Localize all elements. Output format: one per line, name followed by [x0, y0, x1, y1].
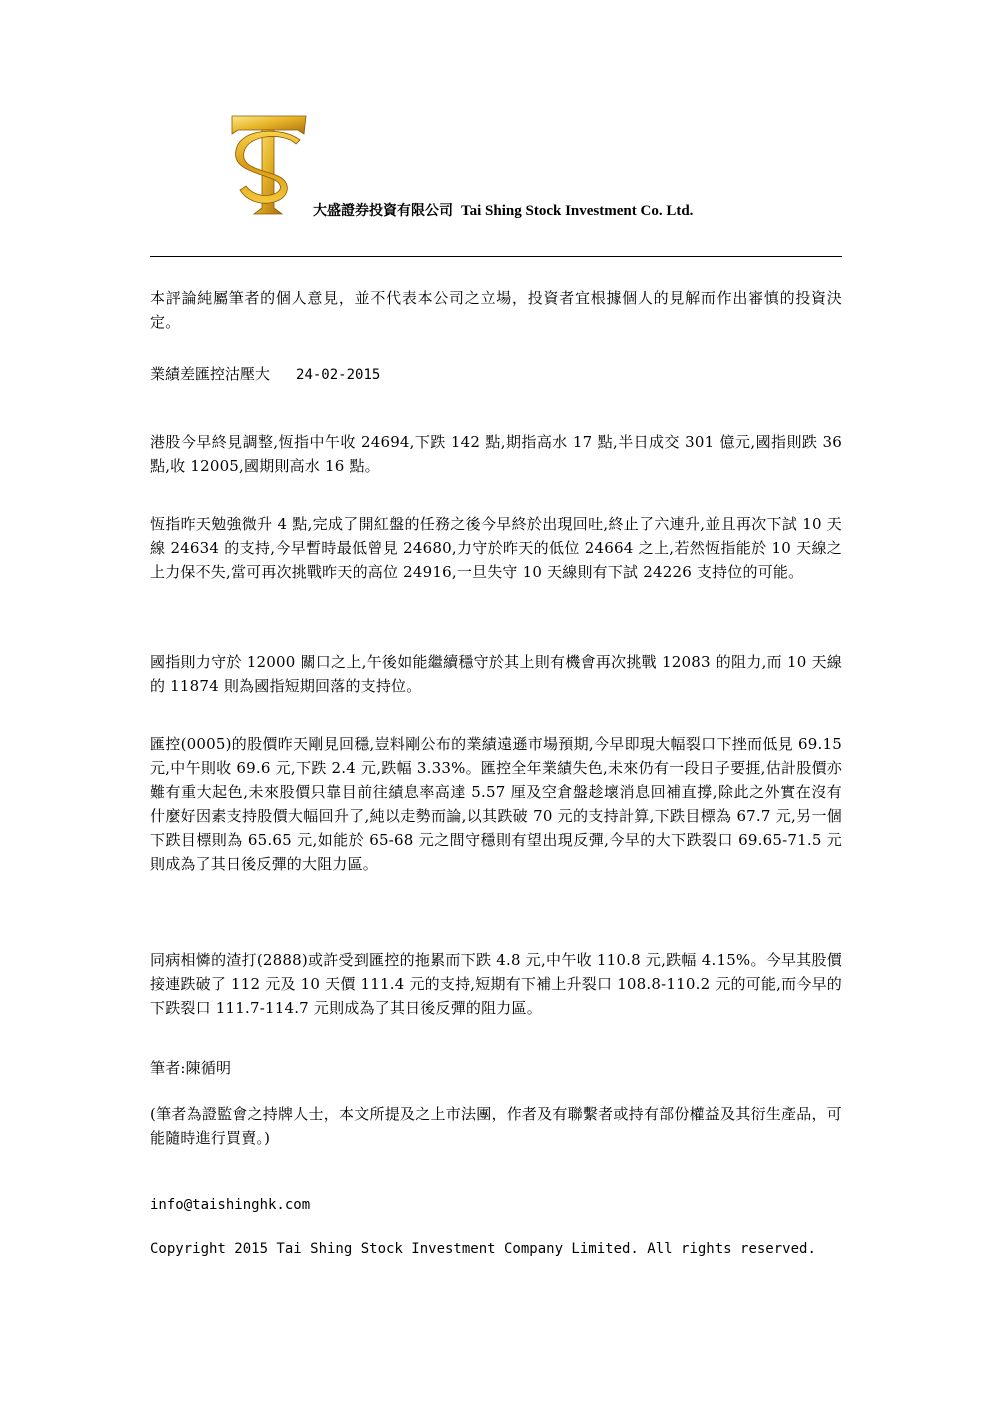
header-divider	[150, 256, 842, 257]
company-name-cn: 大盛證券投資有限公司	[313, 203, 453, 219]
article-title: 業績差匯控沽壓大	[150, 365, 271, 383]
paragraph-hsbc-analysis: 匯控(0005)的股價昨天剛見回穩,豈料剛公布的業績遠遜市場預期,今早即現大幅裂口下挫而低見 69.15 元,中午則收 69.6 元,下跌 2.4 元,跌幅 3.33%。匯控全年業績失色,未來仍有一段日子要捱,估計股價亦難有重大起色,未來股價只靠目前往績息率高達 5.57 厘及空倉盤趁壞消息回補直撐,除此之外實在沒有什麼好因素支持股價大幅回升了,純以走勢而論,以其跌破 70 元的支持計算,下跌目標為 67.7 元,另一個下跌目標則為 65.65 元,如能於 65-68 元之間守穩則有望出現反彈,今早的大下跌裂口 69.65-71.5 元則成為了其日後反彈的大阻力區。	[150, 735, 842, 873]
article-heading	[150, 362, 380, 387]
paragraph-market-summary: 港股今早終見調整,恆指中午收 24694,下跌 142 點,期指高水 17 點,半日成交 301 億元,國指則跌 36 點,收 12005,國期則高水 16 點。	[150, 433, 842, 475]
paragraph-hscei-analysis: 國指則力守於 12000 關口之上,午後如能繼續穩守於其上則有機會再次挑戰 12083 的阻力,而 10 天線的 11874 則為國指短期回落的支持位。	[150, 653, 842, 695]
copyright-notice: Copyright 2015 Tai Shing Stock Investment Company Limited. All rights reserved.	[150, 1241, 816, 1257]
company-name-en: Tai Shing Stock Investment Co. Ltd.	[461, 203, 694, 219]
company-name	[313, 200, 693, 220]
paragraph-hsi-analysis: 恆指昨天勉強微升 4 點,完成了開紅盤的任務之後今早終於出現回吐,終止了六連升,並且再次下試 10 天線 24634 的支持,今早暫時最低曾見 24680,力守於昨天的低位 24664 之上,若然恆指能於 10 天線之上力保不失,當可再次挑戰昨天的高位 24916,一旦失守 10 天線則有下試 24226 支持位的可能。	[150, 515, 842, 581]
author-disclosure: (筆者為證監會之持牌人士，本文所提及之上市法團，作者及有聯繫者或持有部份權益及其衍生產品，可能隨時進行買賣。)	[150, 1105, 842, 1147]
company-logo	[226, 110, 310, 218]
paragraph-stanchart-analysis: 同病相憐的渣打(2888)或許受到匯控的拖累而下跌 4.8 元,中午收 110.8 元,跌幅 4.15%。今早其股價接連跌破了 112 元及 10 天價 111.4 元的支持,短期有下補上升裂口 108.8-110.2 元的可能,而今早的下跌裂口 111.7-114.7 元則成為了其日後反彈的阻力區。	[150, 951, 842, 1017]
author-line: 筆者:陳循明	[150, 1059, 232, 1077]
disclaimer: 本評論純屬筆者的個人意見，並不代表本公司之立場，投資者宜根據個人的見解而作出審慎的投資決定。	[150, 289, 842, 331]
contact-email[interactable]: info@taishinghk.com	[150, 1197, 311, 1213]
article-date: 24-02-2015	[296, 367, 381, 383]
ts-logo-icon	[226, 110, 310, 218]
